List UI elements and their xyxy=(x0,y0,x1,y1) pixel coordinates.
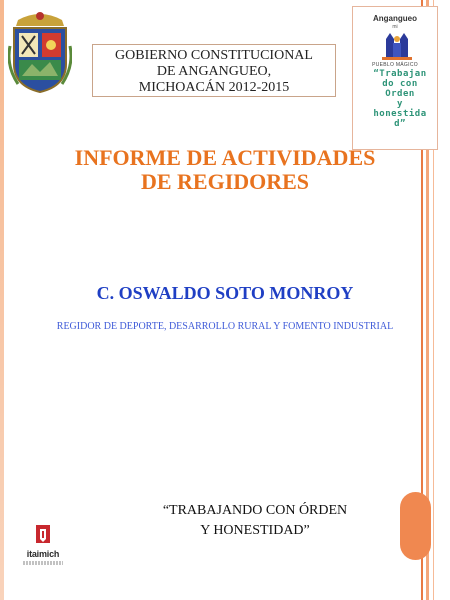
slogan-line-1: “TRABAJANDO CON ÓRDEN xyxy=(162,503,348,518)
government-header-box xyxy=(92,44,336,97)
itaimich-tagline-decoration xyxy=(23,561,63,565)
regidor-role: REGIDOR DE DEPORTE, DESARROLLO RURAL Y FOMENTO INDUSTRIAL xyxy=(56,321,394,332)
logo-pueblo-magico: PUEBLO MÁGICO xyxy=(372,62,418,68)
logo-motto: “Trabajan do con Orden y honestida d” xyxy=(373,69,427,129)
coat-of-arms-icon xyxy=(8,6,72,96)
logo-subtitle: mi xyxy=(392,24,398,30)
report-title xyxy=(40,146,410,194)
angangueo-logo-card xyxy=(352,6,438,150)
logo-title: Angangueo xyxy=(373,14,417,23)
orange-pill-decoration xyxy=(400,492,431,560)
regidor-name: C. OSWALDO SOTO MONROY xyxy=(96,283,354,303)
report-title-line-2: DE REGIDORES xyxy=(140,169,310,194)
government-line-1: GOBIERNO CONSTITUCIONAL xyxy=(115,48,313,63)
report-title-line-1: INFORME DE ACTIVIDADES xyxy=(74,145,376,170)
left-decorative-band xyxy=(0,0,4,600)
government-line-2: DE ANGANGUEO, xyxy=(156,64,272,79)
itaimich-logo-text: itaimich xyxy=(26,549,60,559)
slogan-line-2: Y HONESTIDAD” xyxy=(200,523,310,538)
government-line-3: MICHOACÁN 2012-2015 xyxy=(138,80,290,95)
pueblo-magico-emblem-icon xyxy=(380,29,414,61)
slogan xyxy=(130,501,380,541)
itaimich-logo-icon xyxy=(32,521,54,547)
